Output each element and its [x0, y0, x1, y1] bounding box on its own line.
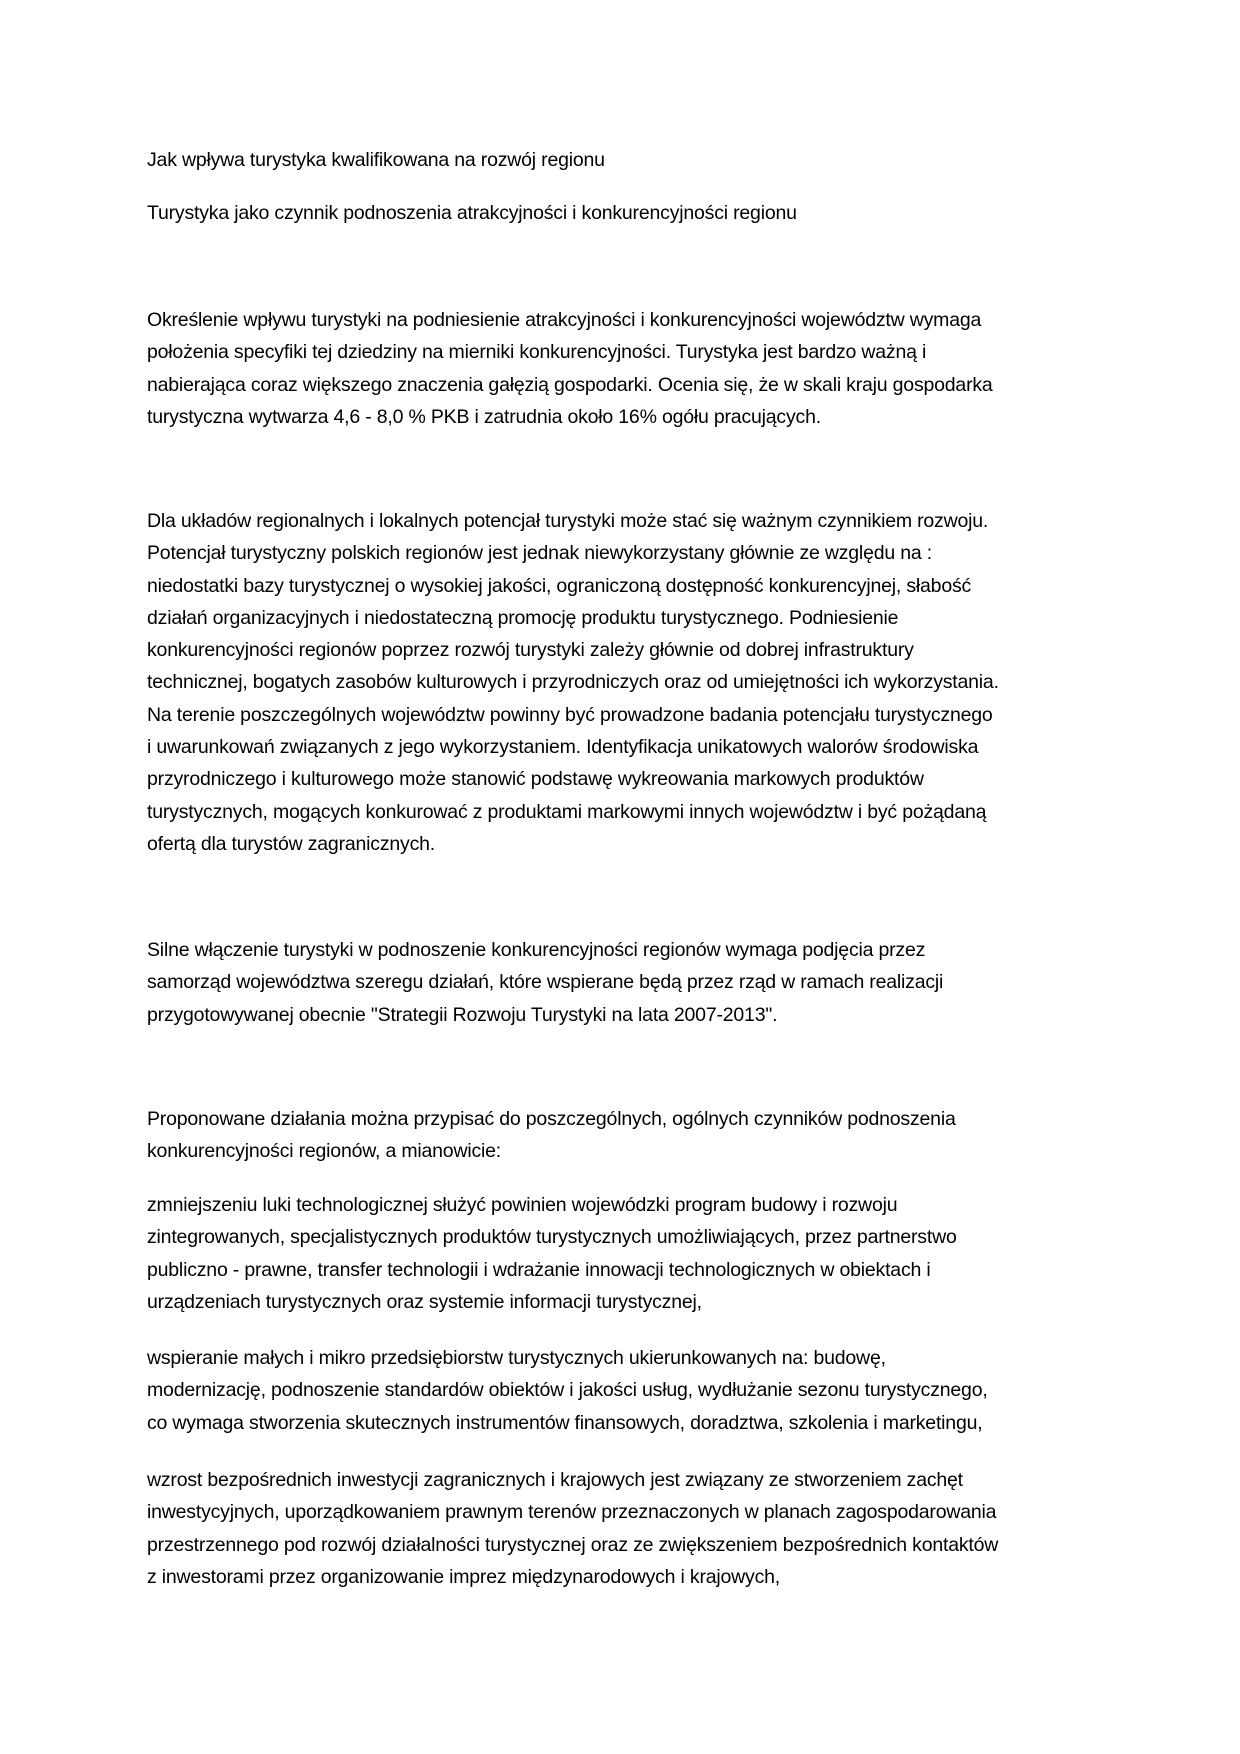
document-title-block — [147, 144, 1097, 176]
paragraph-line: położenia specyfiki tej dziedziny na mierniki konkurencyjności. Turystyka jest bardzo ważną i — [147, 341, 927, 364]
paragraph-line: zintegrowanych, specjalistycznych produktów turystycznych umożliwiających, przez partnerstwo — [147, 1226, 957, 1249]
paragraph-line: urządzeniach turystycznych oraz systemie informacji turystycznej, — [147, 1290, 702, 1313]
document-subtitle-block — [147, 197, 1097, 229]
paragraph-line: co wymaga stworzenia skutecznych instrumentów finansowych, doradztwa, szkolenia i marketingu, — [147, 1411, 983, 1434]
paragraph-line: samorząd województwa szeregu działań, które wspierane będą przez rząd w ramach realizacji — [147, 971, 944, 994]
paragraph-line: przygotowywanej obecnie "Strategii Rozwoju Turystyki na lata 2007-2013". — [147, 1003, 778, 1026]
paragraph-line: inwestycyjnych, uporządkowaniem prawnym terenów przeznaczonych w planach zagospodarowania — [147, 1501, 997, 1524]
paragraph-line: Potencjał turystyczny polskich regionów jest jednak niewykorzystany głównie ze względu na : — [147, 542, 932, 565]
paragraph-line: nabierająca coraz większego znaczenia gałęzią gospodarki. Ocenia się, że w skali kraju gospodarka — [147, 373, 993, 396]
paragraph-line: ofertą dla turystów zagranicznych. — [147, 832, 436, 855]
paragraph-line: Na terenie poszczególnych województw powinny być prowadzone badania potencjału turystycznego — [147, 703, 993, 726]
paragraph-4 — [147, 1103, 1097, 1168]
document-title: Jak wpływa turystyka kwalifikowana na rozwój regionu — [147, 149, 605, 171]
paragraph-line: konkurencyjności regionów poprzez rozwój turystyki zależy głównie od dobrej infrastruktury — [147, 639, 914, 662]
paragraph-5 — [147, 1189, 1097, 1318]
paragraph-line: Silne włączenie turystyki w podnoszenie konkurencyjności regionów wymaga podjęcia przez — [147, 939, 926, 961]
paragraph-line: wzrost bezpośrednich inwestycji zagranicznych i krajowych jest związany ze stworzeniem zachęt — [147, 1469, 963, 1491]
paragraph-3 — [147, 934, 1097, 1031]
document-subtitle: Turystyka jako czynnik podnoszenia atrakcyjności i konkurencyjności regionu — [147, 202, 797, 224]
paragraph-line: turystyczna wytwarza 4,6 - 8,0 % PKB i zatrudnia około 16% ogółu pracujących. — [147, 405, 821, 428]
paragraph-line: przyrodniczego i kulturowego może stanowić podstawę wykreowania markowych produktów — [147, 768, 924, 791]
paragraph-line: turystycznych, mogących konkurować z produktami markowymi innych województw i być pożądaną — [147, 800, 987, 823]
paragraph-line: Określenie wpływu turystyki na podniesienie atrakcyjności i konkurencyjności województw wymaga — [147, 309, 982, 331]
paragraph-1 — [147, 304, 1097, 433]
paragraph-line: działań organizacyjnych i niedostateczną promocję produktu turystycznego. Podniesienie — [147, 606, 899, 629]
paragraph-line: konkurencyjności regionów, a mianowicie: — [147, 1140, 502, 1163]
paragraph-line: Proponowane działania można przypisać do poszczególnych, ogólnych czynników podnoszenia — [147, 1108, 956, 1130]
paragraph-line: przestrzennego pod rozwój działalności turystycznej oraz ze zwiększeniem bezpośrednich kontaktów — [147, 1533, 999, 1556]
paragraph-line: modernizację, podnoszenie standardów obiektów i jakości usług, wydłużanie sezonu turystycznego, — [147, 1379, 988, 1402]
paragraph-line: niedostatki bazy turystycznej o wysokiej jakości, ograniczoną dostępność konkurencyjnej, słabość — [147, 574, 972, 597]
paragraph-line: z inwestorami przez organizowanie imprez międzynarodowych i krajowych, — [147, 1565, 781, 1588]
paragraph-6 — [147, 1342, 1097, 1439]
paragraph-line: zmniejszeniu luki technologicznej służyć powinien wojewódzki program budowy i rozwoju — [147, 1194, 898, 1216]
paragraph-line: technicznej, bogatych zasobów kulturowych i przyrodniczych oraz od umiejętności ich wykorzystania. — [147, 671, 999, 694]
paragraph-line: Dla układów regionalnych i lokalnych potencjał turystyki może stać się ważnym czynnikiem rozwoju. — [147, 510, 989, 532]
paragraph-line: wspieranie małych i mikro przedsiębiorstw turystycznych ukierunkowanych na: budowę, — [147, 1347, 886, 1369]
paragraph-line: i uwarunkowań związanych z jego wykorzystaniem. Identyfikacja unikatowych walorów środowiska — [147, 736, 979, 759]
paragraph-7 — [147, 1464, 1097, 1593]
paragraph-2 — [147, 505, 1097, 860]
paragraph-line: publiczno - prawne, transfer technologii i wdrażanie innowacji technologicznych w obiektach i — [147, 1258, 931, 1281]
